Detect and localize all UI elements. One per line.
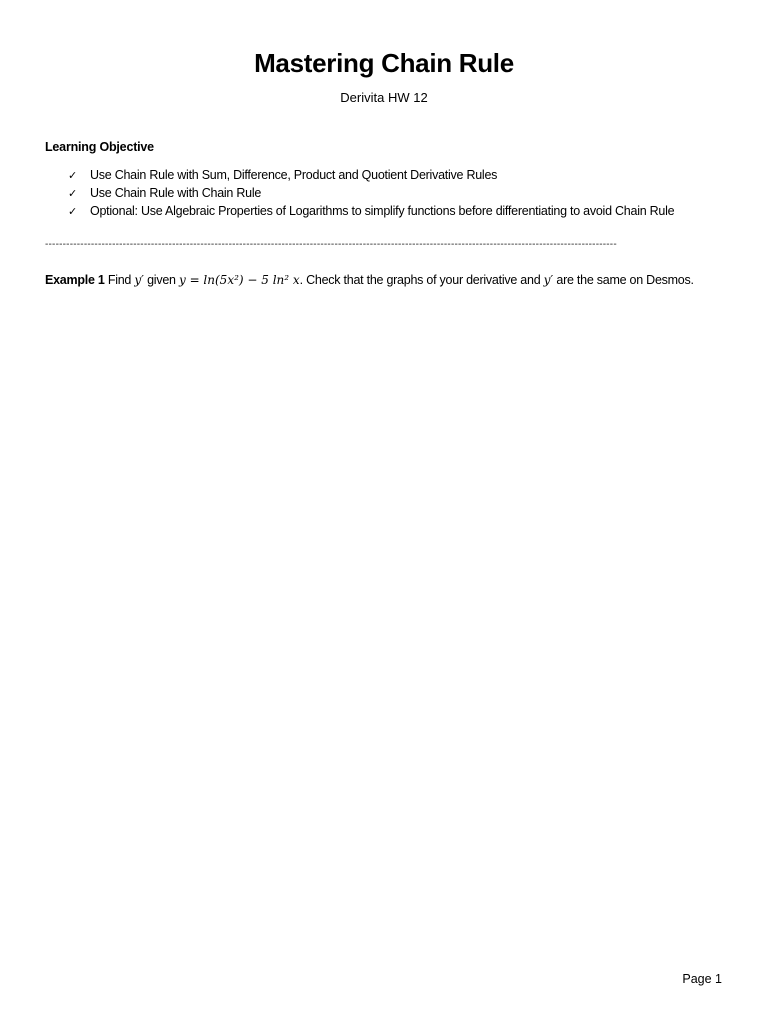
example-text: given <box>143 273 179 287</box>
page-title: Mastering Chain Rule <box>254 48 514 78</box>
checkmark-icon: ✓ <box>68 170 77 182</box>
dashed-divider: ------------------------------------------------------------------------------------------------------------------------------------------------------------------ <box>45 239 617 250</box>
example-text: are the same on Desmos. <box>553 273 694 287</box>
objective-text: Optional: Use Algebraic Properties of Logarithms to simplify functions before differentiating to avoid Chain Rule <box>90 204 675 218</box>
list-item <box>68 204 674 222</box>
list-item <box>68 186 674 204</box>
page-subtitle: Derivita HW 12 <box>340 90 428 105</box>
example-text: Find <box>104 273 135 287</box>
checkmark-icon: ✓ <box>68 206 77 218</box>
example-text: . Check that the graphs of your derivative and <box>299 273 544 287</box>
objective-text: Use Chain Rule with Chain Rule <box>90 186 262 200</box>
example-label: Example 1 <box>45 273 105 287</box>
checkmark-icon: ✓ <box>68 188 77 200</box>
list-item <box>68 168 674 186</box>
math-y-prime: y′ <box>134 273 144 287</box>
objective-text: Use Chain Rule with Sum, Difference, Product and Quotient Derivative Rules <box>90 168 498 182</box>
learning-objective-list <box>68 168 674 222</box>
page-number: Page 1 <box>682 972 722 986</box>
math-y-prime: y′ <box>543 273 554 287</box>
learning-objective-heading: Learning Objective <box>45 140 154 154</box>
math-equation: y = ln(5x²) − 5 ln² x <box>178 273 300 287</box>
example-1 <box>45 273 694 287</box>
